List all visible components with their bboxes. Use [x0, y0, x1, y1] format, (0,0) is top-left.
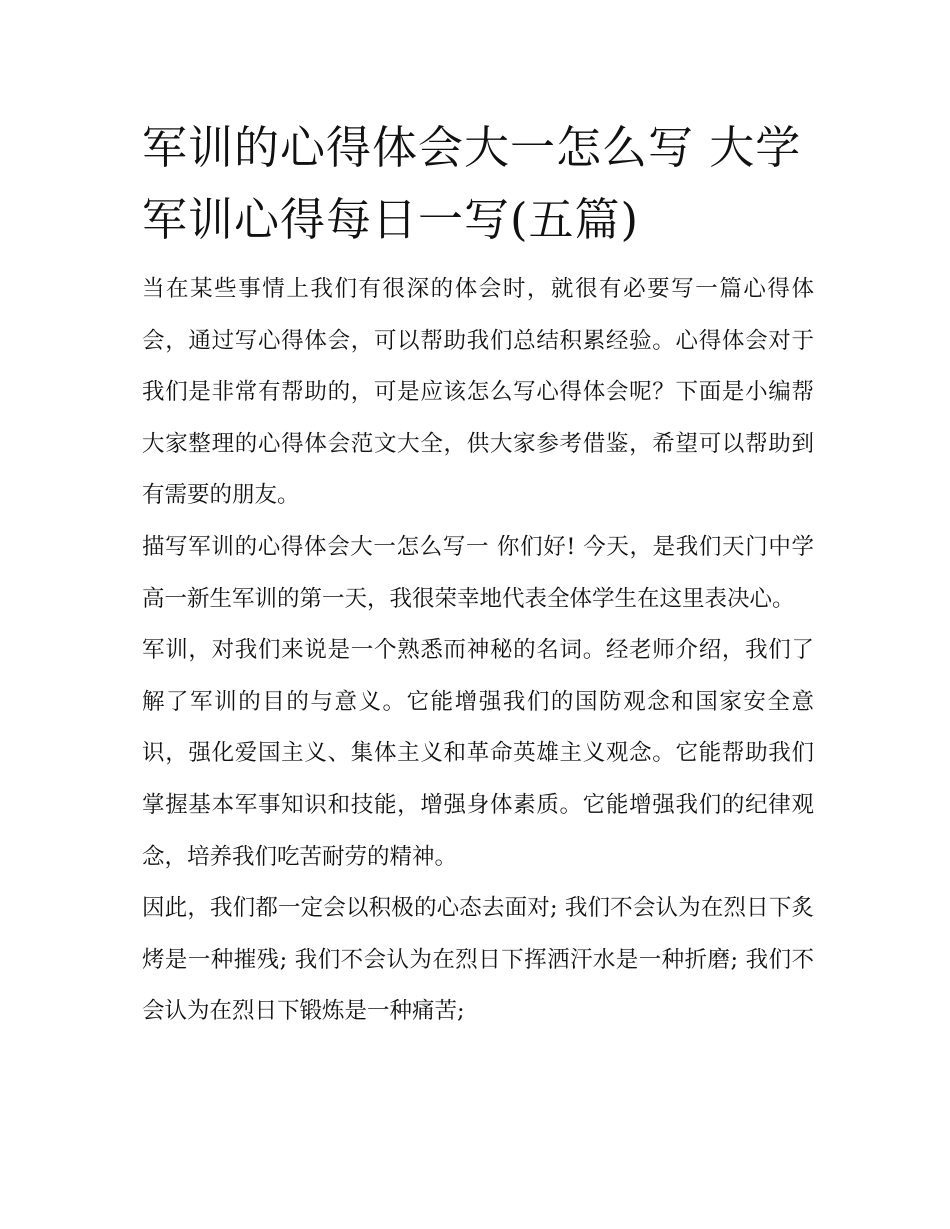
intro-paragraph: 当在某些事情上我们有很深的体会时，就很有必要写一篇心得体会，通过写心得体会，可以帮助我们总结积累经验。心得体会对于我们是非常有帮助的，可是应该怎么写心得体会呢？下面是小编帮大家整理的心得体会范文大全，供大家参考借鉴，希望可以帮助到有需要的朋友。 — [142, 276, 814, 509]
body-paragraph-2: 军训，对我们来说是一个熟悉而神秘的名词。经老师介绍，我们了解了军训的目的与意义。它能增强我们的国防观念和国家安全意识，强化爱国主义、集体主义和革命英雄主义观念。它能帮助我们掌握基本军事知识和技能，增强身体素质。它能增强我们的纪律观念，培养我们吃苦耐劳的精神。 — [142, 637, 814, 870]
document-body — [142, 112, 814, 1038]
body-paragraph-1: 描写军训的心得体会大一怎么写一 你们好! 今天，是我们天门中学高一新生军训的第一天，我很荣幸地代表全体学生在这里表决心。 — [142, 533, 814, 612]
body-paragraph-3: 因此，我们都一定会以积极的心态去面对; 我们不会认为在烈日下炙烤是一种摧残; 我们不会认为在烈日下挥洒汗水是一种折磨; 我们不会认为在烈日下锻炼是一种痛苦; — [142, 895, 814, 1025]
document-title: 军训的心得体会大一怎么写 大学军训心得每日一写(五篇) — [142, 121, 802, 246]
